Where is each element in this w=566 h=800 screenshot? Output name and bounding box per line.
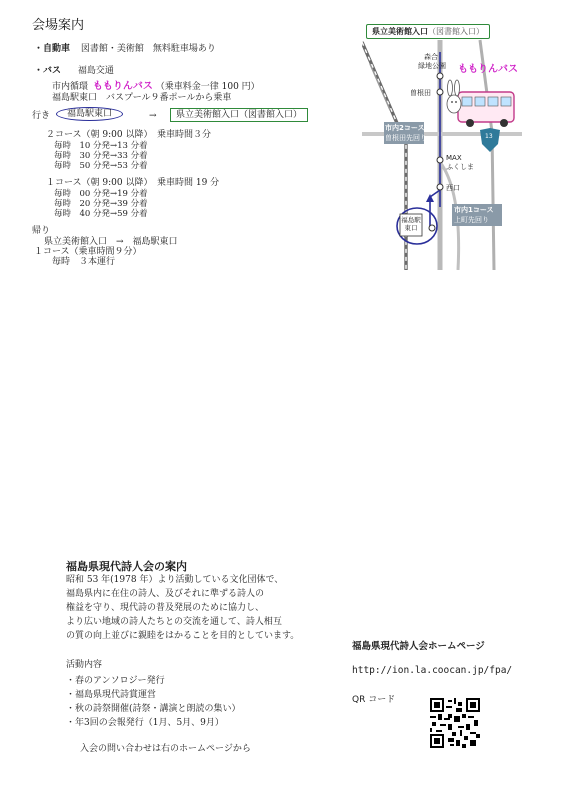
bus-label: ・バス [34,66,62,76]
map-place-mori: 森合 [424,53,438,61]
map-route1-sub: 上町先回り [454,216,489,224]
return-label: 帰り [32,226,51,236]
stop-sonedacho-icon [437,89,443,95]
map-route-number: 13 [485,133,493,140]
bus-row [34,66,114,76]
branch-line [370,64,390,110]
activity-item: ・年3回の会報発行（1月、5月、9月） [66,718,224,728]
venue-title: 会場案内 [32,18,85,33]
homepage-url[interactable]: http://ion.la.coocan.jp/fpa/ [352,665,513,676]
map-morin-label: ももりんバス [458,64,518,75]
activity-item: ・福島県現代詩賞運営 [66,690,157,700]
car-text: 図書館・美術館 無料駐車場あり [80,44,216,54]
map-place-max1: MAX [446,154,462,162]
map-place-max2: ふくしま [446,163,474,171]
association-line: の質の向上並びに親睦をはかることを目的としています。 [66,631,300,641]
car-label: ・自動車 [34,44,71,54]
map-top-label-main: 県立美術館入口 [372,27,428,36]
car-row [34,44,216,54]
map-route1-label [454,205,494,225]
map-route2-label [385,123,427,143]
course1-header: １コース（朝 9:00 以降） 乗車時間 19 分 [46,178,220,188]
from-stop: 福島駅東口 [56,107,123,121]
activities-list [66,674,241,730]
route13-shield-icon [480,128,500,152]
map-route2-title: 市内2コース [385,124,425,132]
course2-line: 毎時 50 分発→53 分着 [54,161,148,171]
map-station-label-1: 福島駅 [401,216,421,224]
map-station-label [401,216,421,232]
map-route1-title: 市内1コース [454,206,494,214]
course2-header: ２コース（朝 9:00 以降） 乗車時間３分 [46,130,211,140]
qr-label: QR コード [352,695,396,705]
homepage-title: 福島県現代詩人会ホームページ [352,641,485,652]
map-station-label-2: 東口 [404,224,418,232]
stop-max-icon [437,157,443,163]
association-line: 福島県内に在住の詩人、及びそれに準ずる詩人の [66,589,265,599]
momorin-bus-icon [458,92,514,127]
depart-info: 福島駅東口 バスプール９番ポールから乗車 [52,93,232,103]
to-stop: 県立美術館入口（図書館入口） [170,108,308,122]
association-line: 昭和 53 年(1978 年）より活動している文化団体で、 [66,575,284,585]
return-course: １コース（乗車時間９分） [34,247,142,257]
circular-prefix: 市内循環 [52,82,89,92]
course1-line: 毎時 00 分発→19 分着 [54,189,148,199]
association-title: 福島県現代詩人会の案内 [66,560,187,573]
association-line: 権益を守り、現代詩の普及発展のために協力し、 [66,603,265,613]
map-route2-sub: 曽根田先回り [385,134,427,142]
activity-item: ・春のアンソロジー発行 [66,676,165,686]
activities-title: 活動内容 [66,660,103,670]
course1-line: 毎時 20 分発→39 分着 [54,199,148,209]
map-top-label-sub: （図書館入口） [428,27,484,36]
qr-code-icon[interactable] [430,698,480,748]
activity-item: ・秋の詩祭開催(詩祭・講演と朗読の集い） [66,704,241,714]
association-paragraph [66,573,299,643]
outbound-label: 行き [32,111,51,121]
map-place-max [446,154,474,172]
fare-row [52,82,260,92]
fare: （乗車料金一律 100 円） [155,82,260,92]
route-map [362,22,522,270]
map-top-label [366,24,490,39]
course2-line: 毎時 10 分発→13 分着 [54,141,148,151]
bus-name: ももりんバス [92,81,153,92]
stop-nishiguchi-icon [437,184,443,190]
stop-station-icon [429,225,435,231]
map-place-sonedacho: 曽根田 [410,89,431,97]
return-route: 県立美術館入口 → 福島駅東口 [44,237,178,247]
stop-mori-icon [437,73,443,79]
bus-company: 福島交通 [77,66,114,76]
course1-line: 毎時 40 分発→59 分着 [54,209,148,219]
map-place-nishiguchi: 西口 [446,184,460,192]
course2-line: 毎時 30 分発→33 分着 [54,151,148,161]
arrow: → [149,111,157,121]
join-text: 入会の問い合わせは右のホームページから [80,744,251,754]
return-freq: 毎時 ３本運行 [52,257,116,267]
map-place-ryokuchi: 緑地公園 [418,62,446,70]
association-line: より広い地域の詩人たちとの交流を通して、詩人相互 [66,617,282,627]
